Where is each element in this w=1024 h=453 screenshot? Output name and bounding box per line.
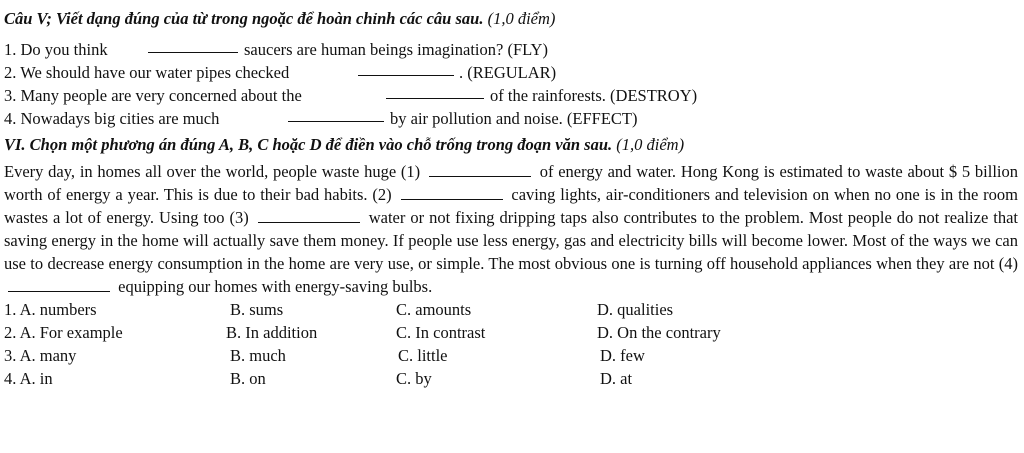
option-1a[interactable]: 1. A. numbers xyxy=(4,300,97,319)
passage-part-1: Every day, in homes all over the world, people waste huge (1) xyxy=(4,162,421,181)
answer-blank-3[interactable] xyxy=(386,83,484,99)
option-3d[interactable]: D. few xyxy=(600,346,645,365)
question-1-text-a: 1. Do you think xyxy=(4,40,108,59)
passage-part-2: of energy and water. Hong Kong is estimated to waste about $ 5 billion worth of energy a year. This is due to their bad habits. (2) xyxy=(4,162,1019,204)
passage xyxy=(4,160,1018,298)
option-4d[interactable]: D. at xyxy=(600,369,633,388)
passage-blank-4[interactable] xyxy=(8,277,110,292)
option-1d[interactable]: D. qualities xyxy=(597,300,674,319)
passage-part-3: caving lights, air-conditioners and television on when no one is in the room wastes a lot of energy. Using too (3) xyxy=(4,185,1019,227)
answer-blank-1[interactable] xyxy=(148,37,238,53)
question-1 xyxy=(4,38,1018,61)
passage-part-5: equipping our homes with energy-saving bulbs. xyxy=(118,277,433,296)
option-4a[interactable]: 4. A. in xyxy=(4,369,53,388)
question-2 xyxy=(4,61,1018,84)
option-2a[interactable]: 2. A. For example xyxy=(4,323,123,342)
option-row-2 xyxy=(4,321,1018,344)
question-4 xyxy=(4,107,1018,130)
worksheet xyxy=(4,8,1018,390)
question-3 xyxy=(4,84,1018,107)
passage-blank-1[interactable] xyxy=(429,162,531,177)
answer-blank-2[interactable] xyxy=(358,60,454,76)
option-row-4 xyxy=(4,367,1018,390)
option-3b[interactable]: B. much xyxy=(230,346,286,365)
section-5-points: (1,0 điểm) xyxy=(487,9,556,28)
question-1-text-b: saucers are human beings imagination? (FLY) xyxy=(244,40,548,59)
passage-blank-3[interactable] xyxy=(258,208,360,223)
option-2d[interactable]: D. On the contrary xyxy=(597,323,721,342)
section-5-heading xyxy=(4,8,1018,30)
question-3-text-b: of the rainforests. (DESTROY) xyxy=(490,86,698,105)
option-1c[interactable]: C. amounts xyxy=(396,300,472,319)
option-1b[interactable]: B. sums xyxy=(230,300,284,319)
option-3a[interactable]: 3. A. many xyxy=(4,346,77,365)
answer-blank-4[interactable] xyxy=(288,106,384,122)
option-row-1 xyxy=(4,298,1018,321)
option-2b[interactable]: B. In addition xyxy=(226,323,318,342)
question-4-text-b: by air pollution and noise. (EFFECT) xyxy=(390,109,638,128)
option-2c[interactable]: C. In contrast xyxy=(396,323,486,342)
option-3c[interactable]: C. little xyxy=(398,346,448,365)
section-5-title: Câu V; Viết dạng đúng của từ trong ngoặc để hoàn chỉnh các câu sau. xyxy=(4,9,484,28)
option-4b[interactable]: B. on xyxy=(230,369,266,388)
passage-blank-2[interactable] xyxy=(401,185,503,200)
question-2-text-a: 2. We should have our water pipes checked xyxy=(4,63,290,82)
section-6-heading xyxy=(4,134,1018,156)
option-row-3 xyxy=(4,344,1018,367)
question-3-text-a: 3. Many people are very concerned about the xyxy=(4,86,302,105)
section-6-title: VI. Chọn một phương án đúng A, B, C hoặc D để điền vào chỗ trống trong đoạn văn sau. xyxy=(4,135,613,154)
question-2-text-b: . (REGULAR) xyxy=(459,63,557,82)
question-4-text-a: 4. Nowadays big cities are much xyxy=(4,109,220,128)
passage-part-4: water or not fixing dripping taps also contributes to the problem. Most people do not realize that saving energy in the home will actually save them money. If people use less energy, gas and electricity bills will become lower. Most of the ways we can use to decrease energy consumption in the home are very use, or simple. The most obvious one is turning off household appliances when they are not (4) xyxy=(4,208,1018,273)
option-4c[interactable]: C. by xyxy=(396,369,432,388)
section-6-points: (1,0 điểm) xyxy=(616,135,685,154)
